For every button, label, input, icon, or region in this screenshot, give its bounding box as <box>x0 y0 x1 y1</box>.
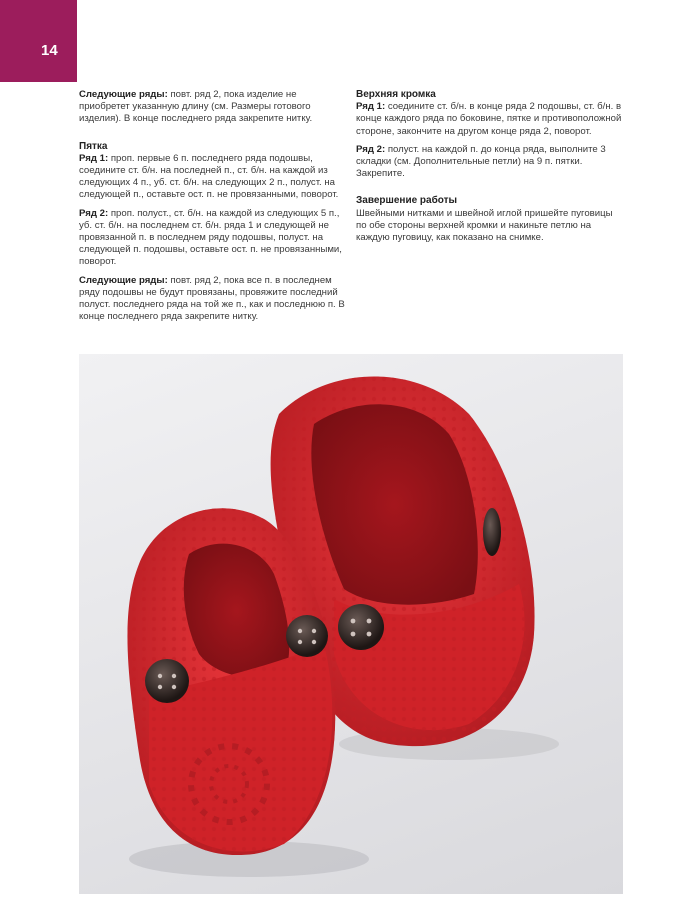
button-right-side <box>483 508 501 556</box>
edge-row2-text: полуст. на каждой п. до конца ряда, выполните 3 складки (см. Дополнительные петли) на 9 п. пятки. Закрепите. <box>356 143 606 180</box>
heel-heading: Пятка <box>79 140 108 152</box>
left-text-column <box>79 89 347 329</box>
heel-row2-label: Ряд 2: <box>79 207 109 219</box>
button-right-front <box>338 604 384 650</box>
page-number: 14 <box>41 42 58 59</box>
button-left-top <box>286 615 328 657</box>
next-rows-paragraph <box>79 275 347 324</box>
intro-paragraph <box>79 89 347 126</box>
slippers-photo <box>79 354 623 894</box>
page-number-tab <box>0 0 77 82</box>
finish-heading: Завершение работы <box>356 195 458 207</box>
edge-row2-label: Ряд 2: <box>356 143 386 155</box>
heel-row2 <box>79 208 347 269</box>
edge-row1 <box>356 101 624 138</box>
heel-row1-label: Ряд 1: <box>79 152 109 164</box>
edge-heading: Верхняя кромка <box>356 89 436 100</box>
heel-row2-text: проп. полуст., ст. б/н. на каждой из следующих 5 п., уб. ст. б/н. на последнем ст. б/н. ряда 1 и следующей не провязанной п. в последнем ряду подошвы, полуст. на следующей п. подошвы, оставьте ост. п. не провязанными, поворот. <box>79 207 342 268</box>
edge-row2 <box>356 144 624 181</box>
next-rows-label: Следующие ряды: <box>79 274 168 286</box>
right-text-column <box>356 89 624 250</box>
intro-label: Следующие ряды: <box>79 89 168 100</box>
crochet-slippers-image <box>79 354 623 894</box>
edge-row1-text: соедините ст. б/н. в конце ряда 2 подошвы, ст. б/н. в конце каждого ряда по боковине, пятке и противоположной стороне, закончите на другом конце ряда 2, поворот. <box>356 101 622 137</box>
finish-text: Швейными нитками и швейной иглой пришейте пуговицы по обе стороны верхней кромки и накиньте петлю на каждую пуговицу, как показано на снимке. <box>356 207 613 244</box>
edge-row1-label: Ряд 1: <box>356 101 386 113</box>
heel-row1 <box>79 153 347 202</box>
next-rows-text: повт. ряд 2, пока все п. в последнем ряду подошвы не будут провязаны, провяжите последний полуст. последнего ряда на той же п., как и последнюю п. В конце последнего ряда закрепите нитку. <box>79 274 345 323</box>
button-left-side <box>145 659 189 703</box>
heel-row1-text: проп. первые 6 п. последнего ряда подошвы, соедините ст. б/н. на последней п., ст. б/н. на каждой из следующих 4 п., уб. ст. б/н. на следующих 2 п., полуст. на следующей п., оставьте ост. п. не провязанными, поворот. <box>79 152 339 201</box>
intro-text: повт. ряд 2, пока изделие не приобретет указанную длину (см. Размеры готового изделия). В конце последнего ряда закрепите нитку. <box>79 89 313 125</box>
